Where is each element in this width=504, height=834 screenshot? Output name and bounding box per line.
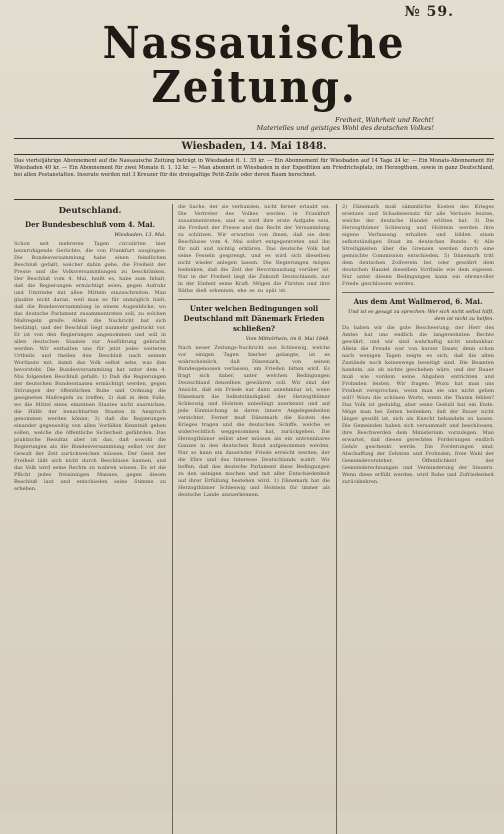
article-quote: Und ist es gesagt zu sprechen: Wer sich nicht selbst hilft, dem ist nicht zu helfen. [348,309,494,323]
article-dateline: Vom Mittelrhein, im 8. Mai 1848. [245,335,330,342]
divider [178,299,330,300]
motto-line-1: Freiheit, Wahrheit und Recht! [335,116,434,124]
article-body-continued: die Sache, der sie verbunden, nicht ferner erlaubt sei. Die Vertreter des Volkes werden in Frankfurt zusammentreten, und es wird ihre erste Aufgabe sein, die Freiheit der Presse und das Recht der Versammlung zu schützen. Wir erwarten von ihnen, daß sie dem Beschlusse vom 4. Mai sofort entgegentreten und ihn für null und nichtig erklären. Das deutsche Volk hat seine Fesseln gesprengt, und es wird sich dieselben nicht wieder anlegen lassen. Die Regierungen mögen bedenken, daß die Zeit der Bevormundung vorüber ist. Nur in der Freiheit liegt die Zukunft Deutschlands, nur in der Einheit seine Kraft. Mögen die Fürsten und ihre Räthe dieß erkennen, ehe es zu spät ist. [178,204,330,295]
article-headline: Aus dem Amt Wallmerod, 6. Mai. [353,297,483,307]
divider [342,292,494,293]
article-dateline: Wiesbaden, 13. Mai. [114,231,166,238]
article-body: Schon seit mehreren Tagen circulirten hier beunruhigende Gerüchte, die von Frankfurt ausgingen: Die Bundesversammlung habe einen feindlichen Beschluß gefaßt, welcher dahin gehe, die Freiheit der Presse und die Volksversammlungen zu beschränken. Der Beschluß vom 4. Mai, heißt es, habe zum Inhalt, daß die Regierungen ermächtigt seien, gegen Aufruhr und Umtriebe mit allen Mitteln einzuschreiten. Man glaubte nicht daran, weil man es für unmöglich hielt, daß die Bundesversammlung in einem Augenblicke, wo das deutsche Parlament zusammentreten soll, zu solchen Maßregeln greife. Allein die Nachricht hat sich bestätigt, und der Beschluß liegt nunmehr gedruckt vor. Er ist von den Regierungen angenommen und soll in allen deutschen Staaten zur Ausführung gebracht werden. Wir enthalten uns für jetzt jedes weiteren Urtheils und theilen den Beschluß nach seinem Wortlaute mit, damit das Volk selbst sehe, was ihm bevorsteht. Die Bundesversammlung hat unter dem 4. Mai folgenden Beschluß gefaßt: 1) Daß die Regierungen der deutschen Bundesstaaten ermächtigt werden, gegen Störungen der öffentlichen Ruhe und Ordnung die geeigneten Maßregeln zu treffen; 2) daß in dem Falle, wo die Mittel eines einzelnen Staates nicht ausreichen, die Hülfe der benachbarten Staaten in Anspruch genommen werden könne; 3) daß die Regierungen einander gegenseitig von allen Vorfällen Kenntniß geben sollen, welche die öffentliche Sicherheit gefährden. Das praktische Resultat aber ist das, daß sowohl die Regierungen als die Bundesversammlung selbst vor der Gewalt der Zeit zurückweichen müssen. Der Geist der Freiheit läßt sich nicht durch Beschlüsse bannen, und das Volk wird seine Rechte zu wahren wissen. Es ist die Pflicht jedes freisinnigen Mannes, gegen diesen Beschluß laut und entschieden seine Stimme zu erheben. [14,240,166,492]
masthead-title: Nassauische Zeitung. [102,18,406,113]
column-1 [14,204,166,834]
article-body: Nach neuer Zeitungs-Nachricht aus Schleswig, welche vor einigen Tagen hierher gelangte, ist es wahrscheinlich, daß Dänemark, von seinen Bundesgenossen verlassen, um Frieden bitten wird. Es fragt sich daher, unter welchen Bedingungen Deutschland denselben gewähren soll. Wir sind der Ansicht, daß ein Friede nur dann annehmbar ist, wenn Dänemark die Selbstständigkeit der Herzogthümer Schleswig und Holstein unbedingt anerkennt und auf jede Einmischung in deren innere Angelegenheiten verzichtet. Ferner muß Dänemark die Kosten des Krieges tragen und die deutschen Schiffe, welche es widerrechtlich weggenommen hat, zurückgeben. Die Herzogthümer selbst aber müssen als ein untrennbares Ganzes in den deutschen Bund aufgenommen werden. Nur so kann ein dauernder Friede erreicht werden, der die Ehre und das Interesse Deutschlands wahrt. Wir hoffen, daß das deutsche Parlament diese Bedingungen zu den seinigen machen und mit aller Entschiedenheit auf ihrer Erfüllung bestehen wird. 1) Dänemark hat die Herzogthümer Schleswig und Holstein für immer als deutsche Lande anzuerkennen. [178,344,330,498]
issue-number: № 59. [404,4,454,20]
article-headline: Unter welchen Bedingungen soll Deutschland mit Dänemark Frieden schließen? [183,304,325,333]
section-title: Deutschland. [58,206,122,217]
motto [14,116,494,132]
article-body-continued: 2) Dänemark muß sämmtliche Kosten des Krieges ersetzen und Schadenersatz für alle Verluste leisten, welche der deutsche Handel erlitten hat. 3) Die Herzogthümer Schleswig und Holstein werden ihre eigene Verfassung erhalten und bilden einen selbstständigen Staat im deutschen Bunde. 4) Alle Streitigkeiten über die Grenzen werden durch eine gemischte Commission entschieden. 5) Dänemark tritt dem deutschen Zollverein bei oder gewährt dem deutschen Handel dieselben Vortheile wie dem eigenen. Nur unter diesen Bedingungen kann ein ehrenvoller Friede geschlossen werden. [342,204,494,288]
column-3 [336,204,494,834]
column-2 [172,204,330,834]
motto-line-2: Materielles und geistiges Wohl des deutschen Volkes! [256,124,434,133]
issue-dateline: Wiesbaden, 14. Mai 1848. [14,138,494,155]
article-columns [14,204,494,834]
subscription-notice: Das vierteljährige Abonnement auf die Nassauische Zeitung beträgt in Wiesbaden fl. 1. 35 kr. — Ein Abonnement für Wiesbaden auf 14 Tage 24 kr. — Ein Monats-Abonnement für Wiesbaden 40 kr. — Ein Abonnement für zwei Monate fl. 1. 12 kr. — Man abonnirt in Wiesbaden in der Expedition am Friedrichsplatz, im Herzogthum, sowie in ganz Deutschland, bei allen Postanstalten. Inserate werden mit 3 Kreuzer für die dreispaltige Petit-Zeile oder deren Raum berechnet. [14,158,494,200]
article-headline: Der Bundesbeschluß vom 4. Mai. [25,220,155,230]
article-body: Da haben wir die gute Bescheerung; der Herr des Amtes hat uns endlich die langersehnten Rechte gewährt, und wir sind wahrhaftig nicht undankbar. Allein die Freude war von kurzer Dauer, denn schon nach wenigen Tagen zeigte es sich, daß die alten Zustände noch keineswegs beseitigt sind. Die Beamten handeln, als ob nichts geschehen wäre, und der Bauer muß wie vordem seine Abgaben entrichten und Frohnden leisten. Wir fragen: Wozu hat man uns Freiheit versprochen, wenn man sie uns nicht geben will? Wozu die schönen Worte, wenn die Thaten fehlen? Das Volk ist geduldig, aber seine Geduld hat ein Ende. Möge man bei Zeiten bedenken, daß der Bauer nicht länger gewillt ist, sich als Knecht behandeln zu lassen. Die Gemeinden haben sich versammelt und beschlossen, ihre Beschwerden dem Ministerium vorzulegen. Man erwartet, daß diesen gerechten Forderungen endlich Gehör geschenkt werde. Die Forderungen sind: Abschaffung der Zehnten und Frohnden, freie Wahl der Gemeindevorsteher, Öffentlichkeit der Gemeinderechnungen und Verminderung der Steuern. Wenn diese erfüllt werden, wird Ruhe und Zufriedenheit zurückkehren. [342,325,494,486]
